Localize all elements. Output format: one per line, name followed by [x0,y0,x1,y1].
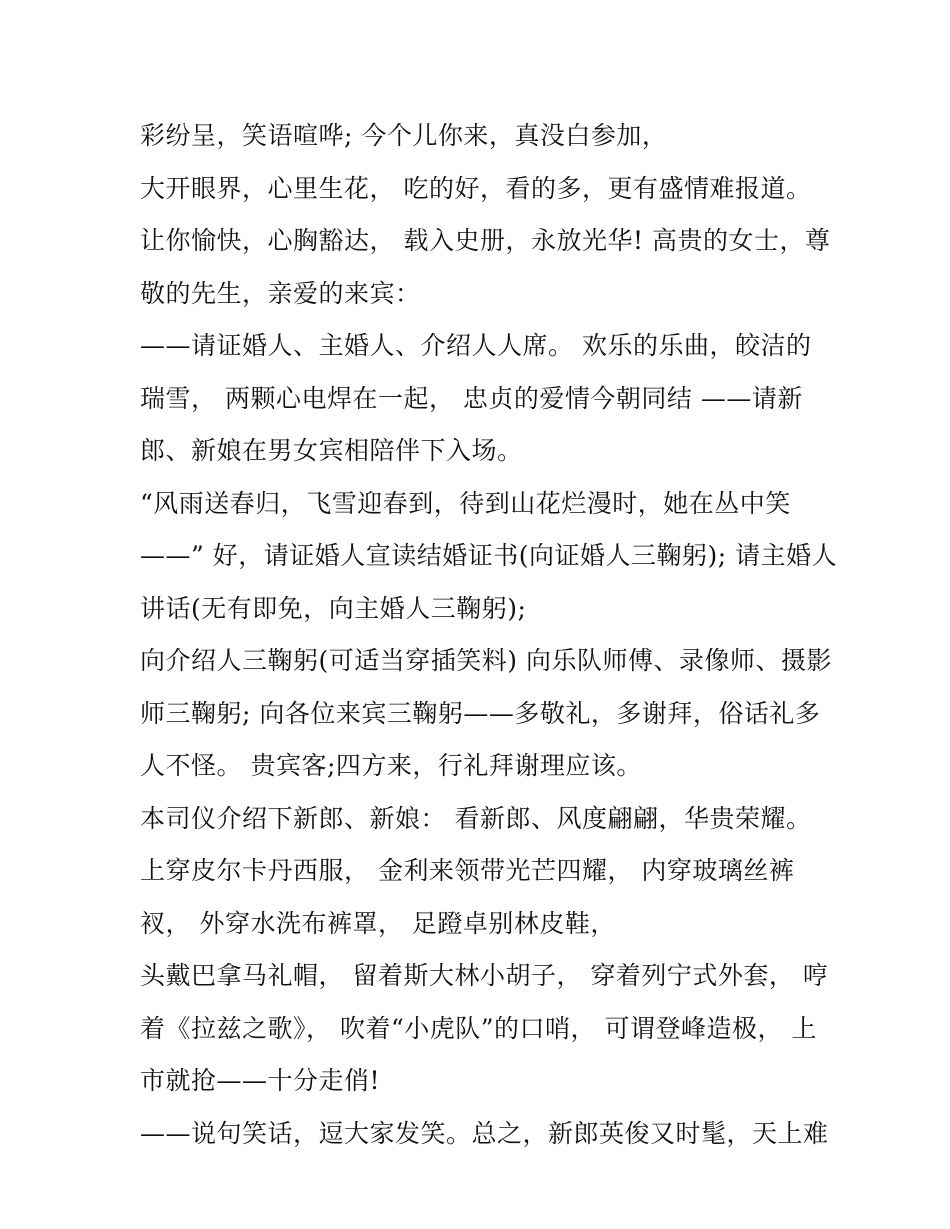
body-text [140,110,838,1160]
text-line: ——说句笑话，逗大家发笑。总之，新郎英俊又时髦，天上难 [140,1118,829,1148]
text-line: “风雨送春归，飞雪迎春到，待到山花烂漫时，她在丛中笑 [140,488,791,518]
text-line: 大开眼界，心里生花， 吃的好，看的多，更有盛情难报道。 [140,173,812,203]
text-line: 瑞雪， 两颗心电焊在一起， 忠贞的爱情今朝同结 ——请新 [140,383,803,413]
text-line: 郎、新娘在男女宾相陪伴下入场。 [140,436,523,465]
text-line: 本司仪介绍下新郎、新娘： 看新郎、风度翩翩，华贵荣耀。 [140,803,812,833]
text-line: 衩， 外穿水洗布裤罩， 足蹬卓别林皮鞋， [140,908,616,938]
text-line: 市就抢——十分走俏! [140,1066,381,1095]
text-line: 让你愉快，心胸豁达， 载入史册，永放光华! 高贵的女士，尊 [140,226,831,255]
text-line: ——请证婚人、主婚人、介绍人人席。 欢乐的乐曲，皎洁的 [140,331,812,360]
text-line: 上穿皮尔卡丹西服， 金利来领带光芒四耀， 内穿玻璃丝裤 [140,856,795,885]
text-line: 彩纷呈，笑语喧哗; 今个儿你来，真没白参加， [140,121,668,150]
text-line: ——” 好，请证婚人宣读结婚证书(向证婚人三鞠躬); 请主婚人 [140,541,838,570]
text-line: 头戴巴拿马礼帽， 留着斯大林小胡子， 穿着列宁式外套， 哼 [140,961,829,990]
text-line: 师三鞠躬; 向各位来宾三鞠躬——多敬礼，多谢拜，俗话礼多 [140,698,821,728]
text-line: 着《拉兹之歌》， 吹着“小虎队”的口哨， 可谓登峰造极， 上 [140,1013,817,1043]
text-line: 敬的先生，亲爱的来宾： [140,278,421,308]
text-line: 人不怪。 贵宾客;四方来，行礼拜谢理应该。 [140,751,642,780]
text-line: 向介绍人三鞠躬(可适当穿插笑料) 向乐队师傅、录像师、摄影 [140,646,832,675]
text-line: 讲话(无有即免，向主婚人三鞠躬); [140,593,527,623]
